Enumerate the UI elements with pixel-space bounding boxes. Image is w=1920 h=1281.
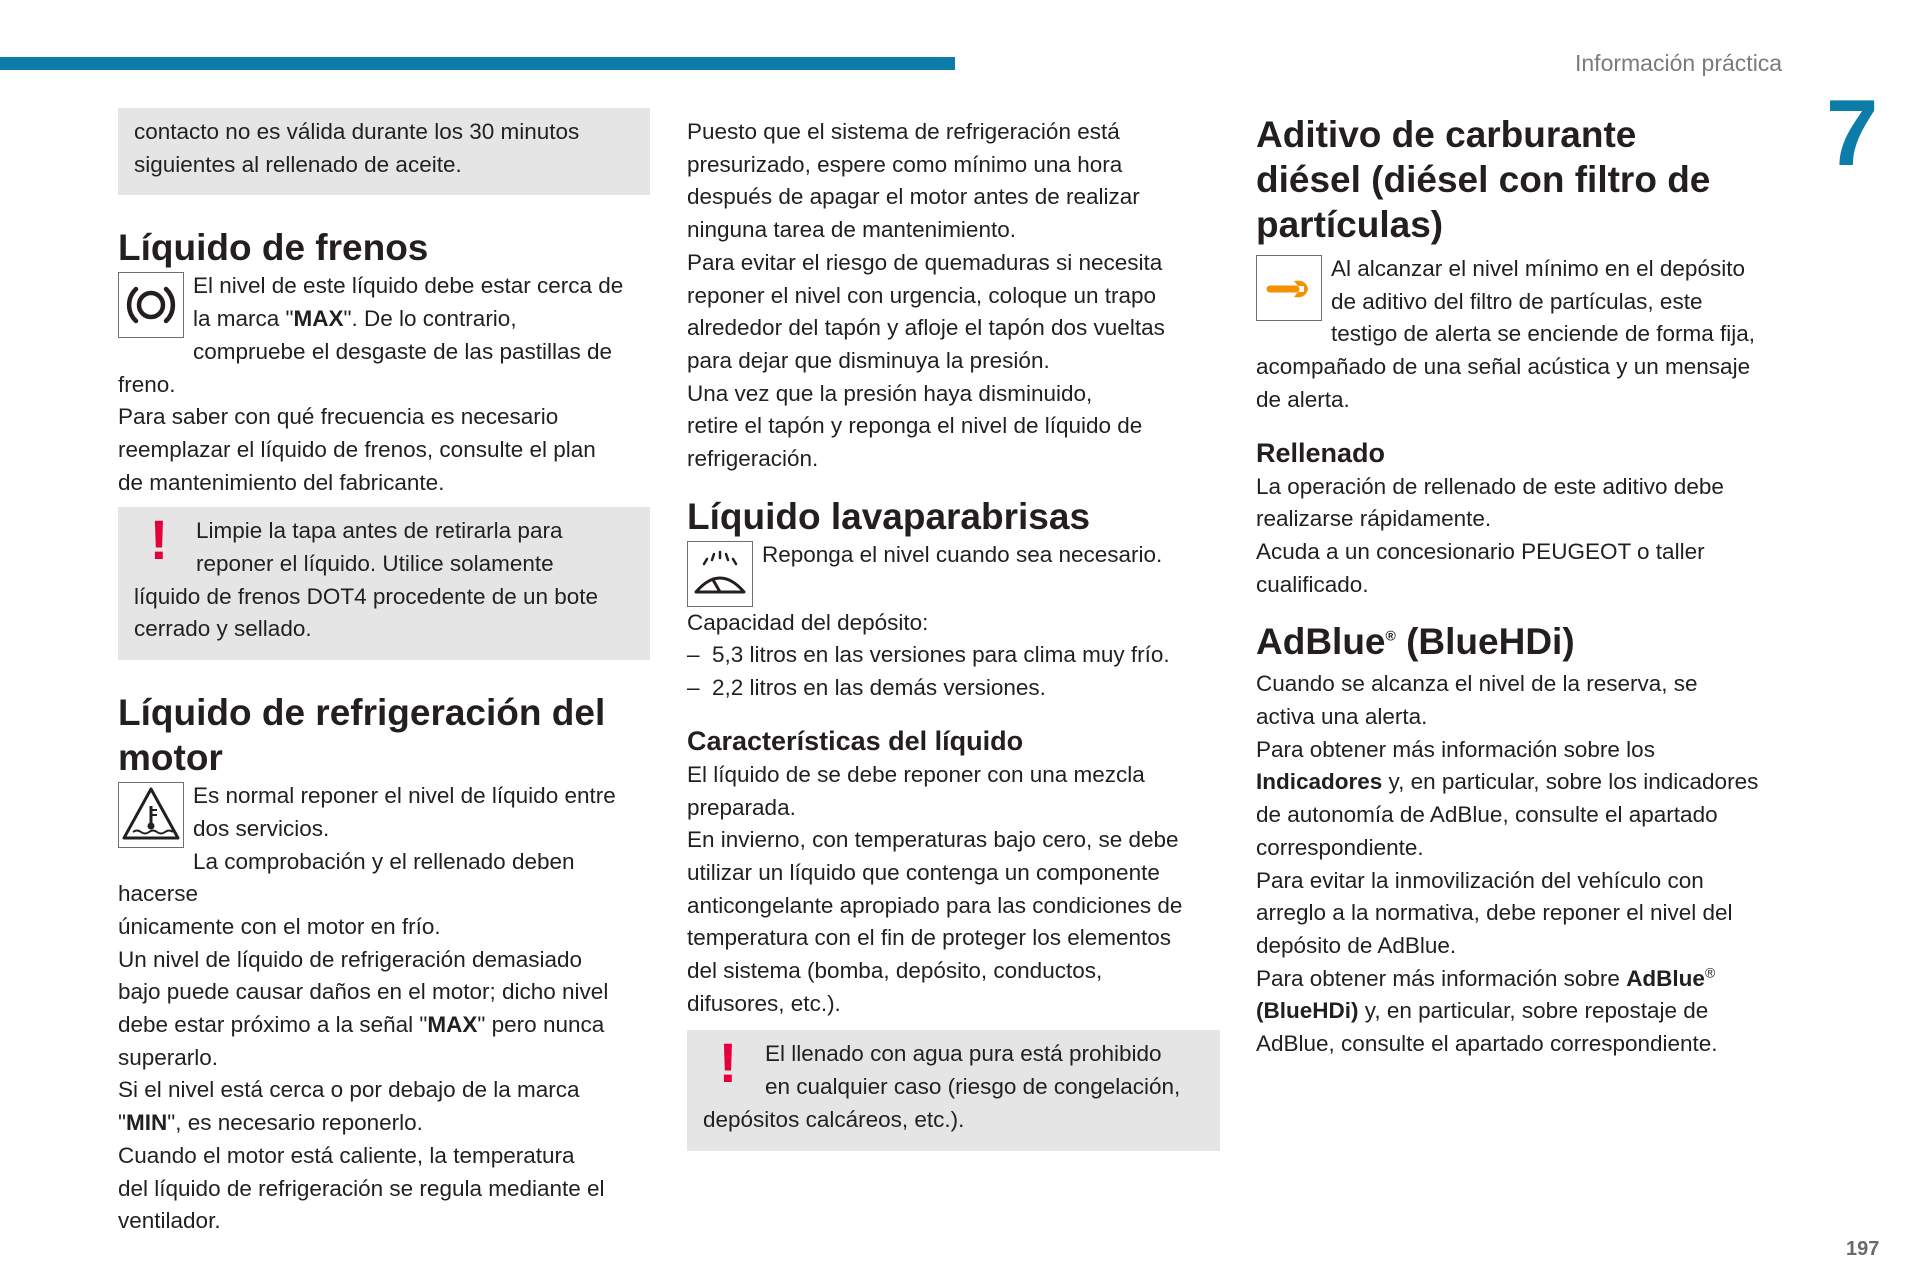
text-line: testigo de alerta se enciende de forma fija, — [1331, 321, 1756, 347]
text-line: Capacidad del depósito: — [687, 609, 929, 635]
text-line: Un nivel de líquido de refrigeración demasiado — [118, 946, 583, 972]
fluid-features-heading: Características del líquido — [687, 725, 1024, 756]
chapter-number: 7 — [1826, 80, 1879, 185]
text-line: ventilador. — [118, 1208, 221, 1234]
exclamation-icon: ! — [149, 508, 169, 572]
text-line: líquido de frenos DOT4 procedente de un bote — [134, 583, 599, 609]
page-number: 197 — [1846, 1238, 1880, 1260]
text-line: siguientes al rellenado de aceite. — [134, 151, 462, 177]
text-line: correspondiente. — [1256, 834, 1424, 860]
refill-text — [1256, 471, 1796, 602]
brake-fluid-heading: Líquido de frenos — [118, 227, 429, 269]
text-line: debe estar próximo a la señal "MAX" pero nunca — [118, 1012, 605, 1038]
text-line: superarlo. — [118, 1044, 219, 1070]
diesel-additive-section — [1256, 253, 1796, 417]
text-line: La operación de rellenado de este aditivo debe — [1256, 473, 1724, 499]
coolant-pressure-text — [687, 108, 1220, 476]
text-line: preparada. — [687, 794, 796, 820]
text-line: La comprobación y el rellenado deben hacerse — [118, 848, 575, 907]
text-line: difusores, etc.). — [687, 990, 841, 1016]
wrench-service-icon — [1256, 255, 1322, 321]
text-line: depósito de AdBlue. — [1256, 932, 1457, 958]
section-title: Información práctica — [1575, 50, 1783, 76]
text-line: retire el tapón y reponga el nivel de líquido de — [687, 413, 1143, 439]
text-line: bajo puede causar daños en el motor; dicho nivel — [118, 979, 609, 1005]
washer-fluid-heading: Líquido lavaparabrisas — [687, 495, 1091, 537]
text-line: Al alcanzar el nivel mínimo en el depósito — [1331, 256, 1745, 281]
text-line: Una vez que la presión haya disminuido, — [687, 380, 1093, 406]
text-line: Acuda a un concesionario PEUGEOT o taller — [1256, 538, 1705, 564]
text-line: temperatura con el fin de proteger los elementos — [687, 925, 1172, 951]
text-line: de autonomía de AdBlue, consulte el apartado — [1256, 802, 1718, 828]
fluid-features-text — [687, 759, 1220, 1021]
header-accent-bar — [0, 57, 955, 70]
text-line: En invierno, con temperaturas bajo cero, se debe — [687, 827, 1179, 853]
column-1 — [118, 108, 650, 1238]
text-line: presurizado, espere como mínimo una hora — [687, 151, 1123, 177]
text-line: Si el nivel está cerca o por debajo de la marca — [118, 1077, 580, 1103]
text-line: Para obtener más información sobre AdBlue® — [1256, 964, 1716, 991]
text-line: reponer el nivel con urgencia, coloque un trapo — [687, 282, 1157, 308]
text-line: reemplazar el líquido de frenos, consulte el plan — [118, 436, 596, 462]
capacity-list — [687, 639, 1220, 704]
text-line: Para saber con qué frecuencia es necesario — [118, 404, 559, 430]
text-line: Para obtener más información sobre los — [1256, 736, 1655, 762]
text-line: después de apagar el motor antes de realizar — [687, 184, 1140, 210]
coolant-section — [118, 780, 650, 1238]
washer-warning-box — [687, 1030, 1220, 1150]
text-line: El nivel de este líquido debe estar cerca de — [193, 273, 624, 299]
text-line: ninguna tarea de mantenimiento. — [687, 217, 1016, 243]
text-line: activa una alerta. — [1256, 704, 1428, 730]
text-line: "MIN", es necesario reponerlo. — [118, 1110, 423, 1136]
adblue-heading: AdBlue® (BlueHDi) — [1256, 621, 1575, 663]
brake-warning-box — [118, 507, 650, 660]
text-line: El líquido de se debe reponer con una mezcla — [687, 761, 1145, 787]
text-line: del sistema (bomba, depósito, conductos, — [687, 958, 1103, 984]
coolant-heading: Líquido de refrigeración del motor — [118, 692, 606, 779]
refill-heading: Rellenado — [1256, 437, 1386, 468]
list-item: – 5,3 litros en las versiones para clima muy frío. — [687, 639, 1220, 672]
text-line: para dejar que disminuya la presión. — [687, 347, 1050, 373]
text-line: la marca "MAX". De lo contrario, — [193, 306, 517, 332]
washer-fluid-section — [687, 539, 1220, 607]
text-line: de mantenimiento del fabricante. — [118, 469, 445, 495]
list-item: – 2,2 litros en las demás versiones. — [687, 672, 1220, 705]
text-line: refrigeración. — [687, 446, 819, 472]
text-line: cualificado. — [1256, 571, 1369, 597]
text-line: acompañado de una señal acústica y un mensaje — [1256, 354, 1751, 380]
text-line: (BlueHDi) y, en particular, sobre repostaje de — [1256, 998, 1709, 1024]
text-line: reponer el líquido. Utilice solamente — [196, 551, 554, 577]
brake-warning-icon — [118, 272, 184, 338]
text-line: arreglo a la normativa, debe reponer el nivel del — [1256, 900, 1733, 926]
adblue-text — [1256, 668, 1796, 1060]
text-line: AdBlue, consulte el apartado correspondiente. — [1256, 1031, 1718, 1057]
text-line: El llenado con agua pura está prohibido — [765, 1041, 1162, 1067]
coolant-temperature-icon — [118, 782, 184, 848]
text-line: Cuando se alcanza el nivel de la reserva, se — [1256, 671, 1698, 697]
text-line: Cuando el motor está caliente, la temperatura — [118, 1142, 575, 1168]
text-line: realizarse rápidamente. — [1256, 506, 1492, 532]
text-line: dos servicios. — [193, 815, 330, 841]
text-line: de alerta. — [1256, 386, 1350, 412]
text-line: Puesto que el sistema de refrigeración está — [687, 119, 1120, 144]
exclamation-icon: ! — [718, 1031, 738, 1095]
text-line: del líquido de refrigeración se regula mediante el — [118, 1175, 605, 1201]
text-line: anticongelante apropiado para las condiciones de — [687, 892, 1183, 918]
column-2 — [687, 108, 1220, 1151]
text-line: Indicadores y, en particular, sobre los indicadores — [1256, 769, 1759, 795]
text-line: compruebe el desgaste de las pastillas de freno. — [118, 338, 613, 397]
text-line: únicamente con el motor en frío. — [118, 913, 441, 939]
text-line: cerrado y sellado. — [134, 616, 312, 642]
text-line: Es normal reponer el nivel de líquido entre — [193, 783, 616, 809]
text-line: alrededor del tapón y afloje el tapón dos vueltas — [687, 315, 1165, 341]
brake-fluid-section — [118, 270, 650, 499]
text-line: Limpie la tapa antes de retirarla para — [196, 518, 563, 544]
oil-note-box — [118, 108, 650, 195]
text-line: utilizar un líquido que contenga un componente — [687, 859, 1160, 885]
text-line: Reponga el nivel cuando sea necesario. — [762, 541, 1163, 567]
washer-fluid-icon — [687, 541, 753, 607]
text-line: Para evitar el riesgo de quemaduras si necesita — [687, 249, 1163, 275]
text-line: depósitos calcáreos, etc.). — [703, 1106, 965, 1132]
text-line: contacto no es válida durante los 30 minutos — [134, 119, 580, 144]
column-3 — [1256, 112, 1796, 1061]
text-line: Para evitar la inmovilización del vehículo con — [1256, 867, 1704, 893]
diesel-additive-heading: Aditivo de carburante diésel (diésel con filtro de partículas) — [1256, 114, 1711, 245]
text-line: en cualquier caso (riesgo de congelación, — [765, 1074, 1181, 1100]
text-line: de aditivo del filtro de partículas, este — [1331, 288, 1703, 314]
